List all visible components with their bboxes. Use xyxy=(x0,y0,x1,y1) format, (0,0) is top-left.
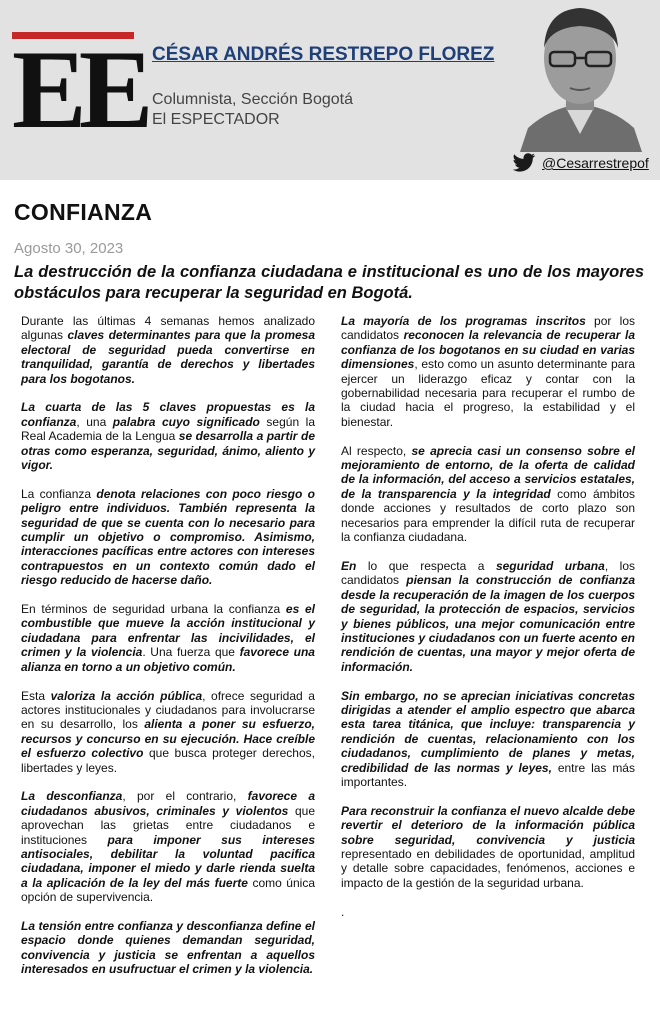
body-text: La confianza xyxy=(21,486,97,501)
article-paragraph xyxy=(21,400,315,472)
emphasis-text: para imponer sus intereses antisociales, debilitar la voluntad pacifica ciudadana, imponer el miedo y darle rienda suelta a la aplicación de la ley del más fuerte xyxy=(21,832,315,890)
body-text: Esta xyxy=(21,688,51,703)
emphasis-text: La tensión entre confianza y desconfianza define el espacio donde quienes demandan seguridad, convivencia y justicia se enfrentan a aquellos interesados en usufructuar el crimen y la violencia. xyxy=(21,918,315,977)
emphasis-text: alienta a poner su esfuerzo, recursos y concurso en su ejecución. Hace creíble el esfuerzo colectivo xyxy=(21,717,315,761)
emphasis-text: se aprecia casi un consenso sobre el mejoramiento de entorno, de la oferta de calidad de la información, del acceso a servicios estatales, de la transparencia y la integridad xyxy=(341,443,635,501)
emphasis-text: La cuarta de las 5 claves propuestas es la confianza xyxy=(21,400,315,429)
body-text: . Una fuerza que xyxy=(142,645,240,660)
columnist-header xyxy=(0,0,660,180)
emphasis-text: se desarrolla a partir de otras como esperanza, seguridad, ánimo, aliento y vigor. xyxy=(21,429,316,473)
article-column-left xyxy=(21,314,315,991)
article-column-right xyxy=(341,314,635,933)
article-paragraph xyxy=(21,487,315,588)
article-paragraph xyxy=(21,789,315,904)
emphasis-text: La desconfianza xyxy=(21,789,123,804)
emphasis-text: denota relaciones con poco riesgo o peligro entre individuos. También representa la seguridad de que se cuenta con lo necesario para cumplir un objetivo o compromiso. Asimismo, interacciones pacíficas entre actores con intereses contrapuestos en un contexto común dado el riesgo reducido de hacerse daño. xyxy=(21,486,315,588)
emphasis-text: es el combustible que mueve la acción institucional y ciudadana para enfrentar las incivilidades, el crimen y la violencia xyxy=(21,602,315,660)
author-name[interactable]: CÉSAR ANDRÉS RESTREPO FLOREZ xyxy=(152,44,495,65)
article-paragraph xyxy=(341,689,635,790)
author-portrait xyxy=(500,0,660,152)
author-publication: El ESPECTADOR xyxy=(152,111,280,128)
article-date: Agosto 30, 2023 xyxy=(14,240,124,257)
article-paragraph xyxy=(341,905,635,919)
emphasis-text: valoriza la acción pública xyxy=(50,688,203,703)
body-text: que aprovechan las grietas entre ciudadanos e instituciones xyxy=(21,803,315,847)
body-text: como única opción de supervivencia. xyxy=(21,875,315,905)
body-text: En términos de seguridad urbana la confianza xyxy=(21,602,286,617)
emphasis-text: favorece una alianza en torno a un objetivo común. xyxy=(21,645,315,674)
el-espectador-logo xyxy=(12,28,146,152)
emphasis-text: seguridad urbana xyxy=(495,558,605,573)
body-text: , esto como un asunto determinante para ejercer un liderazgo eficaz y contar con la gobernabilidad necesaria para recuperar el rumbo de la ciudad hacia el progreso, la estabilidad y el bienestar. xyxy=(341,357,635,429)
emphasis-text: Para reconstruir la confianza el nuevo alcalde debe revertir el deterioro de la información pública sobre seguridad, convivencia y justicia xyxy=(341,803,635,847)
body-text: según la Real Academia de la Lengua xyxy=(21,414,315,444)
body-text: lo que respecta a xyxy=(356,558,496,573)
body-text: Al respecto, xyxy=(341,443,412,458)
emphasis-text: reconocen la relevancia de recuperar la confianza de los bogotanos en su ciudad en varias dimensiones xyxy=(341,328,635,372)
emphasis-text: palabra cuyo significado xyxy=(112,414,260,429)
body-text: entre las más importantes. xyxy=(341,760,635,789)
emphasis-text: En xyxy=(341,558,357,573)
article-paragraph xyxy=(341,559,635,674)
article-paragraph xyxy=(341,314,635,429)
body-text: . xyxy=(341,904,345,919)
emphasis-text: piensan la construcción de confianza desde la recuperación de la imagen de los cuerpos de seguridad, la protección de espacios, servicios y bienes públicos, una mejor comunicación entre instituciones y ciudadanos con un fuerte acento en rendición de cuentas, una mayor y mejor oferta de información. xyxy=(341,573,635,674)
emphasis-text: claves determinantes para que la promesa electoral de seguridad pueda convertirse en tranquilidad, garantía de derechos y libertades para los bogotanos. xyxy=(21,328,316,386)
article-paragraph xyxy=(21,689,315,775)
body-text: por los candidatos xyxy=(341,314,635,343)
logo-letters: EE xyxy=(12,28,146,152)
body-text: , una xyxy=(76,414,113,429)
article-paragraph xyxy=(21,314,315,386)
article-paragraph xyxy=(21,919,315,977)
article-lead: La destrucción de la confianza ciudadana e institucional es uno de los mayores obstáculos para recuperar la seguridad en Bogotá. xyxy=(14,263,644,302)
emphasis-text: Sin embargo, no se aprecian iniciativas concretas dirigidas a atender el amplio espectro que abarca esta tarea titánica, que incluye: transparencia y rendición de cuentas, relacionamiento con los ciudadanos, cumplimiento de planes y metas, credibilidad de las normas y leyes, xyxy=(341,688,635,775)
body-text: como ámbitos donde acciones y resultados de corto plazo son necesarios para emprender la difícil ruta de recuperar la confianza ciudadana. xyxy=(341,486,636,545)
twitter-handle[interactable]: @Cesarrestrepof xyxy=(542,155,649,171)
article-paragraph xyxy=(341,804,635,890)
author-section: Columnista, Sección Bogotá xyxy=(152,91,353,108)
author-role xyxy=(152,90,353,130)
body-text: , los candidatos xyxy=(341,558,636,588)
body-text: que busca proteger derechos, libertades y leyes. xyxy=(21,746,315,775)
body-text: , por el contrario, xyxy=(122,789,248,804)
twitter-bird-icon xyxy=(512,153,536,173)
article-paragraph xyxy=(341,444,635,545)
twitter-link[interactable] xyxy=(512,152,649,174)
emphasis-text: La mayoría de los programas inscritos xyxy=(341,314,586,328)
body-text: Durante las últimas 4 semanas hemos analizado algunas xyxy=(21,314,315,343)
body-text: , ofrece seguridad a actores institucionales y ciudadanos para involucrarse en su desarrollo, los xyxy=(21,688,315,732)
article-title: CONFIANZA xyxy=(14,199,153,225)
article-paragraph xyxy=(21,602,315,674)
body-text: representado en debilidades de oportunidad, amplitud y detalle sobre capacidades, fenómenos, acciones e impacto de la gestión de la seguridad urbana. xyxy=(341,846,635,890)
emphasis-text: favorece a ciudadanos abusivos, criminales y violentos xyxy=(21,789,316,818)
